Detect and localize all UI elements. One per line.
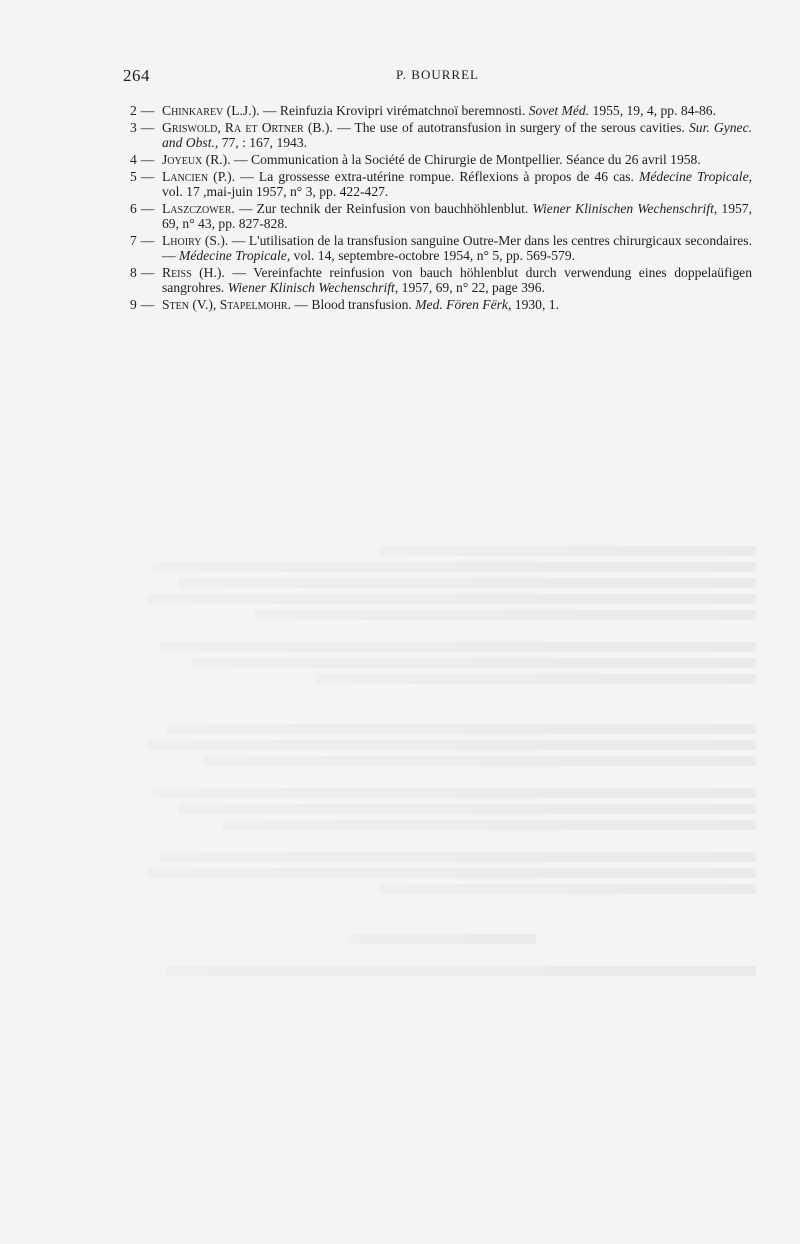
reference-authors: Sten (V.), Stapelmohr. bbox=[162, 297, 291, 312]
reference-number-value: 6 bbox=[130, 201, 137, 216]
reference-body bbox=[162, 103, 752, 118]
reference-number bbox=[130, 120, 162, 150]
reference-dash: — bbox=[140, 233, 155, 248]
reference-number-value: 7 bbox=[130, 233, 137, 248]
reference-list bbox=[130, 103, 752, 314]
reference-item bbox=[130, 152, 752, 167]
reference-body bbox=[162, 152, 752, 167]
reference-details: 1957, 69, n° 22, page 396. bbox=[401, 280, 545, 295]
reference-journal: Médecine Tropicale, bbox=[179, 248, 291, 263]
reference-number bbox=[130, 297, 162, 312]
running-head: P. BOURREL bbox=[396, 67, 479, 82]
reference-details: vol. 14, septembre-octobre 1954, n° 5, pp. 569-579. bbox=[293, 248, 576, 263]
reference-details: vol. 17 ,mai-juin 1957, n° 3, pp. 422-427. bbox=[162, 184, 389, 199]
reference-dash: — bbox=[140, 103, 155, 118]
reference-title: — Blood transfusion. bbox=[294, 297, 412, 312]
reference-dash: — bbox=[140, 169, 155, 184]
reference-title: — Communication à la Société de Chirurgie de Montpellier. Séance du 26 avril 1958. bbox=[234, 152, 701, 167]
reference-body bbox=[162, 265, 752, 295]
reference-dash: — bbox=[140, 201, 155, 216]
reference-number bbox=[130, 201, 162, 231]
reference-item bbox=[130, 103, 752, 118]
page-header bbox=[123, 66, 752, 88]
reference-details: 1957, 69, n° 43, pp. 827-828. bbox=[162, 201, 752, 231]
reference-authors: Laszczower. bbox=[162, 201, 235, 216]
reference-title: — La grossesse extra-utérine rompue. Réflexions à propos de 46 cas. bbox=[240, 169, 634, 184]
reference-authors: Reiss (H.). bbox=[162, 265, 225, 280]
reference-journal: Sur. Gynec. and Obst., bbox=[162, 120, 753, 150]
reference-authors: Lhoiry (S.). bbox=[162, 233, 229, 248]
reference-journal: Sovet Méd. bbox=[528, 103, 590, 118]
page-number: 264 bbox=[123, 66, 150, 85]
reference-details: 1955, 19, 4, pp. 84-86. bbox=[592, 103, 716, 118]
reference-item bbox=[130, 120, 752, 150]
reference-authors: Griswold, Ra et Ortner (B.). bbox=[162, 120, 333, 135]
reference-title: — Zur technik der Reinfusion von bauchhöhlenblut. bbox=[238, 201, 529, 216]
reference-number-value: 2 bbox=[130, 103, 137, 118]
reference-item bbox=[130, 201, 752, 231]
reference-number bbox=[130, 103, 162, 118]
reference-item bbox=[130, 265, 752, 295]
reference-number-value: 9 bbox=[130, 297, 137, 312]
reference-number bbox=[130, 169, 162, 199]
reference-body bbox=[162, 297, 752, 312]
reference-details: 77, : 167, 1943. bbox=[221, 135, 308, 150]
reference-number-value: 5 bbox=[130, 169, 137, 184]
reference-dash: — bbox=[140, 152, 155, 167]
reference-number-value: 8 bbox=[130, 265, 137, 280]
reference-dash: — bbox=[140, 265, 155, 280]
reference-item bbox=[130, 297, 752, 312]
reference-dash: — bbox=[140, 120, 155, 135]
reference-journal: Med. Fören Fërk, bbox=[415, 297, 512, 312]
reference-details: 1930, 1. bbox=[514, 297, 559, 312]
reference-dash: — bbox=[140, 297, 155, 312]
reference-item bbox=[130, 169, 752, 199]
reference-item bbox=[130, 233, 752, 263]
reference-number-value: 3 bbox=[130, 120, 137, 135]
reference-body bbox=[162, 120, 752, 150]
reference-journal: Wiener Klinischen Wechenschrift, bbox=[532, 201, 718, 216]
reference-title: — Reinfuzia Krovipri virématchnoï beremnosti. bbox=[262, 103, 526, 118]
reference-number bbox=[130, 265, 162, 295]
reference-body bbox=[162, 169, 752, 199]
reference-number bbox=[130, 233, 162, 263]
reference-title: — The use of autotransfusion in surgery of the serous cavities. bbox=[336, 120, 685, 135]
reference-authors: Joyeux (R.). bbox=[162, 152, 231, 167]
reference-journal: Wiener Klinisch Wechenschrift, bbox=[227, 280, 399, 295]
reference-authors: Chinkarev (L.J.). bbox=[162, 103, 260, 118]
bleed-through-texture bbox=[128, 540, 756, 1100]
reference-body bbox=[162, 233, 752, 263]
reference-title: — Vereinfachte reinfusion von bauch höhlenblut durch verwendung eines doppelaüfigen sangrohres. bbox=[162, 265, 753, 295]
reference-number bbox=[130, 152, 162, 167]
reference-authors: Lancien (P.). bbox=[162, 169, 236, 184]
reference-journal: Médecine Tropicale, bbox=[639, 169, 752, 184]
reference-number-value: 4 bbox=[130, 152, 137, 167]
reference-title: — L'utilisation de la transfusion sanguine Outre-Mer dans les centres chirurgicaux secondaires. — bbox=[162, 233, 752, 263]
reference-body bbox=[162, 201, 752, 231]
